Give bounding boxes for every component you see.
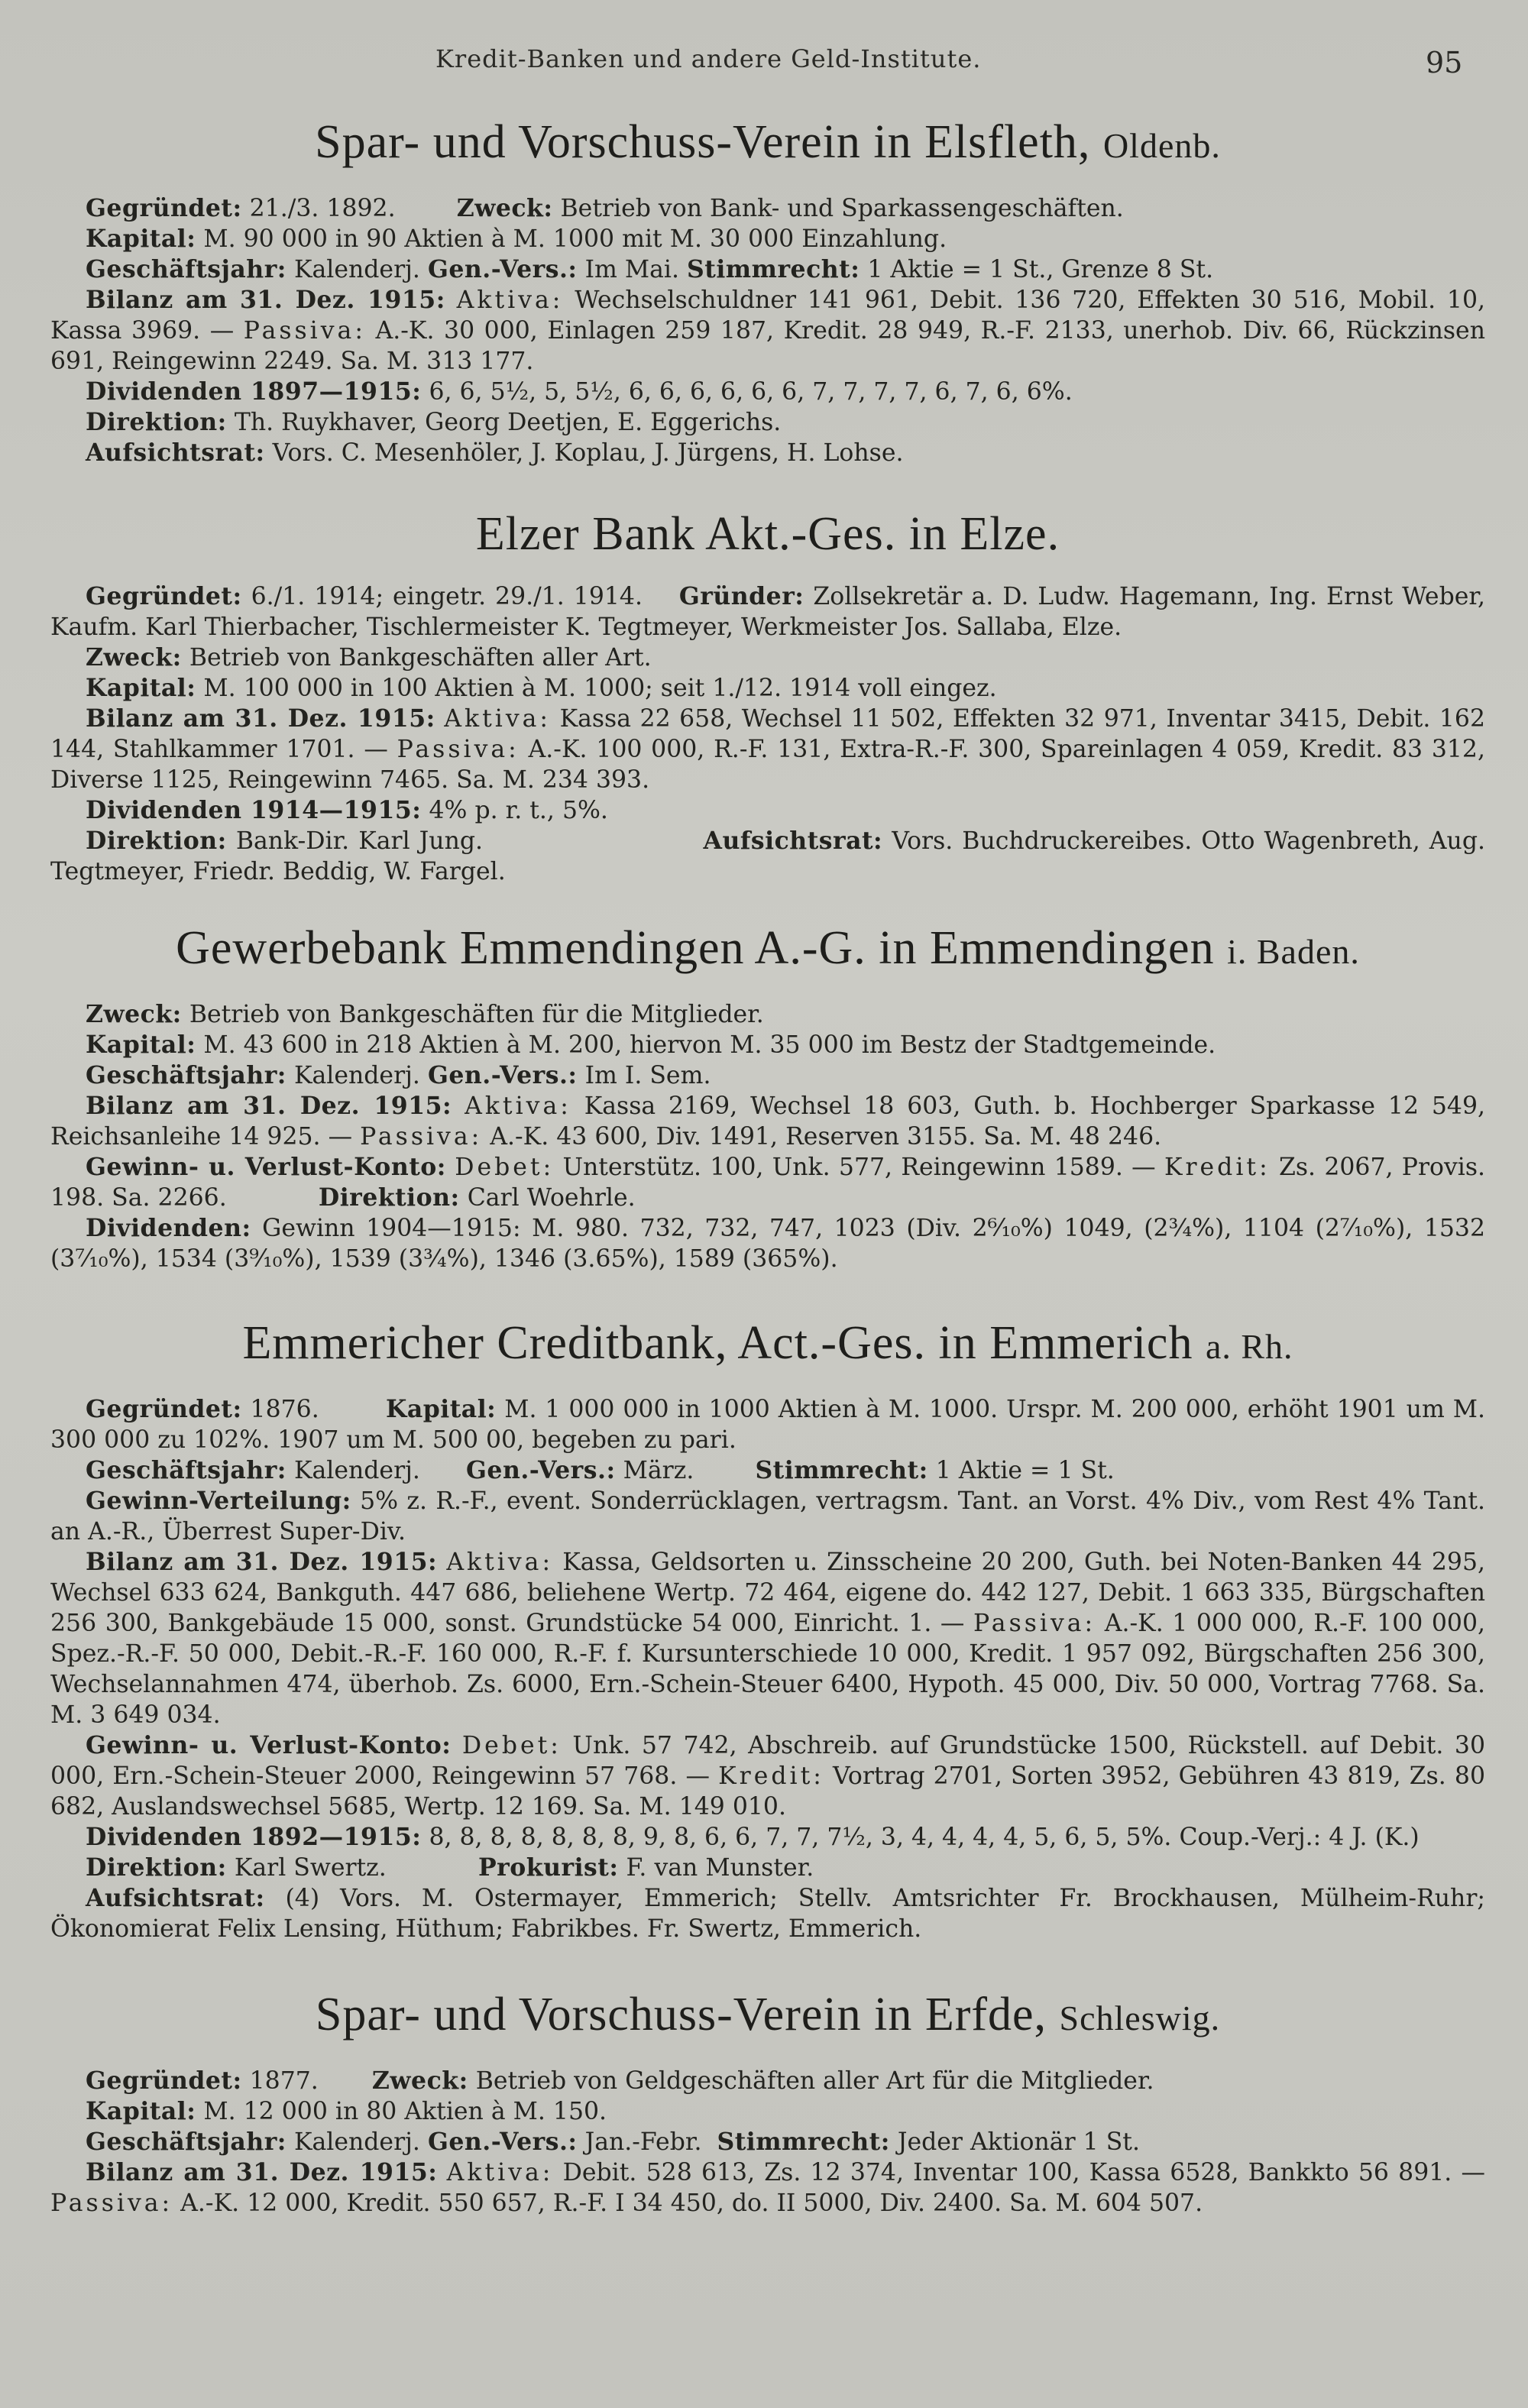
paragraph-balance <box>50 2157 1485 2219</box>
value-voting-right: 1 Aktie = 1 St. <box>935 1457 1115 1484</box>
value-founded: 1876. <box>250 1396 319 1423</box>
label-founded: Gegründet: <box>86 582 242 610</box>
entry-title <box>50 1316 1485 1374</box>
label-liabilities: Passiva: <box>397 736 520 763</box>
label-dividends: Dividenden 1914—1915: <box>86 796 422 824</box>
label-board: Direktion: <box>86 1853 227 1882</box>
label-balance: Bilanz am 31. Dez. 1915: <box>86 1092 452 1120</box>
label-assets: Aktiva: <box>446 2159 554 2186</box>
entry-title <box>50 921 1485 979</box>
entry-title: Elzer Bank Akt.-Ges. in Elze. <box>475 508 1060 560</box>
paragraph-board <box>50 407 1485 438</box>
paragraph-fiscal <box>50 2127 1485 2157</box>
entry-title-location: i. Baden. <box>1227 932 1360 971</box>
value-supervisory: Vors. Buchdruckereibes. Otto Wagenbreth, Aug. Tegtmeyer, Friedr. Beddig, W. Fargel. <box>50 827 1486 885</box>
value-assets: Kassa 2169, Wechsel 18 603, Guth. b. Hochberger Sparkasse 12 549, Reichsanleihe 14 925. — <box>50 1092 1486 1151</box>
entry-title-name: Emmericher Creditbank, Act.-Ges. in Emmerich <box>242 1317 1193 1369</box>
label-profit-loss: Gewinn- u. Verlust-Konto: <box>86 1731 452 1759</box>
text-block <box>50 115 1485 2219</box>
value-debit: Unk. 57 742, Abschreib. auf Grundstücke 1500, Rückstell. auf Debit. 30 000, Ern.-Schein-Steuer 2000, Reingewinn 57 768. — <box>50 1732 1485 1790</box>
entry-emmendingen <box>50 921 1485 1274</box>
paragraph-supervisory <box>50 438 1485 468</box>
label-capital: Kapital: <box>86 674 196 702</box>
entry-title <box>50 115 1485 173</box>
label-founded: Gegründet: <box>86 1395 242 1423</box>
paragraph-capital <box>50 2096 1485 2127</box>
label-liabilities: Passiva: <box>243 317 366 345</box>
value-credit: Vortrag 2701, Sorten 3952, Gebühren 43 819, Zs. 80 682, Auslandswechsel 5685, Wertp. 12 169. Sa. M. 149 010. <box>50 1762 1486 1821</box>
spacer <box>50 1274 1485 1316</box>
value-assets: Kassa, Geldsorten u. Zinsscheine 20 200, Guth. bei Noten-Banken 44 295, Wechsel 633 624, Bankguth. 447 686, beliehene Wertp. 72 464, eigene do. 442 127, Debit. 1 663 335, Bürgschaften 256 300, Bankgebäude 15 000, sonst. Grundstücke 54 000, Einricht. 1. — <box>50 1549 1485 1637</box>
paragraph-capital <box>50 673 1485 704</box>
entry-title-location: Oldenb. <box>1102 126 1221 165</box>
entry-elze <box>50 507 1485 887</box>
label-general-meeting: Gen.-Vers.: <box>427 1061 578 1089</box>
label-dividends: Dividenden 1897—1915: <box>86 377 422 406</box>
paragraph-founding <box>50 2066 1485 2096</box>
label-capital: Kapital: <box>86 2097 196 2125</box>
label-founded: Gegründet: <box>86 2067 242 2095</box>
value-board: Karl Swertz. <box>234 1854 387 1882</box>
value-founded: 1877. <box>249 2067 319 2095</box>
label-voting-right: Stimmrecht: <box>687 255 860 283</box>
value-procurist: F. van Munster. <box>626 1854 814 1882</box>
value-general-meeting: Jan.-Febr. <box>584 2128 702 2156</box>
value-capital: M. 1 000 000 in 1000 Aktien à M. 1000. Urspr. M. 200 000, erhöht 1901 um M. 300 000 zu 102%. 1907 um M. 500 00, begeben zu pari. <box>50 1396 1485 1454</box>
paragraph-dividends <box>50 377 1485 407</box>
label-procurist: Prokurist: <box>478 1853 619 1882</box>
label-fiscal-year: Geschäftsjahr: <box>86 1061 286 1089</box>
paragraph-balance <box>50 285 1485 377</box>
spacer <box>50 887 1485 921</box>
label-assets: Aktiva: <box>446 1549 554 1576</box>
value-voting-right: Jeder Aktionär 1 St. <box>897 2128 1140 2156</box>
value-purpose: Betrieb von Geldgeschäften aller Art für die Mitglieder. <box>475 2067 1154 2095</box>
value-dividends: 6, 6, 5½, 5, 5½, 6, 6, 6, 6, 6, 6, 7, 7, 7, 7, 6, 7, 6, 6%. <box>429 378 1073 406</box>
value-general-meeting: März. <box>623 1457 694 1484</box>
label-debit: Debet: <box>461 1732 562 1759</box>
value-supervisory: (4) Vors. M. Ostermayer, Emmerich; Stellv. Amtsrichter Fr. Brockhausen, Mülheim-Ruhr; Ökonomierat Felix Lensing, Hüthum; Fabrikbes. Fr. Swertz, Emmerich. <box>50 1885 1485 1943</box>
paragraph-balance <box>50 1091 1485 1152</box>
value-liabilities: A.-K. 30 000, Einlagen 259 187, Kredit. 28 949, R.-F. 2133, unerhob. Div. 66, Rückzinsen 691, Reingewinn 2249. Sa. M. 313 177. <box>50 317 1485 375</box>
label-capital: Kapital: <box>86 1031 196 1059</box>
paragraph-purpose <box>50 999 1485 1030</box>
paragraph-balance <box>50 704 1485 795</box>
label-purpose: Zweck: <box>371 2067 468 2095</box>
label-fiscal-year: Geschäftsjahr: <box>86 255 286 283</box>
value-dividends: Gewinn 1904—1915: M. 980. 732, 732, 747, 1023 (Div. 2⁶⁄₁₀%) 1049, (2¾%), 1104 (2⁷⁄₁₀%), 1532 (3⁷⁄₁₀%), 1534 (3⁹⁄₁₀%), 1539 (3¾%), 1346 (3.65%), 1589 (365%). <box>50 1215 1485 1273</box>
entry-erfde <box>50 1987 1485 2219</box>
paragraph-fiscal <box>50 254 1485 285</box>
value-credit: Zs. 2067, Provis. 198. Sa. 2266. <box>50 1154 1486 1212</box>
label-board: Direktion: <box>86 408 227 436</box>
label-fiscal-year: Geschäftsjahr: <box>86 1456 286 1484</box>
label-credit: Kredit: <box>1164 1154 1271 1181</box>
entry-elsfleth <box>50 115 1485 468</box>
entry-title-location: Schleswig. <box>1059 1999 1221 2037</box>
value-capital: M. 43 600 in 218 Aktien à M. 200, hiervon M. 35 000 im Bestz der Stadtgemeinde. <box>203 1031 1216 1059</box>
value-liabilities: A.-K. 12 000, Kredit. 550 657, R.-F. I 34 450, do. II 5000, Div. 2400. Sa. M. 604 507. <box>180 2190 1203 2217</box>
label-balance: Bilanz am 31. Dez. 1915: <box>86 286 445 314</box>
label-founders: Gründer: <box>678 582 804 610</box>
label-purpose: Zweck: <box>86 643 182 672</box>
paragraph-profit-loss <box>50 1152 1485 1213</box>
page-number: 95 <box>1426 46 1463 79</box>
label-general-meeting: Gen.-Vers.: <box>466 1456 616 1484</box>
value-liabilities: A.-K. 100 000, R.-F. 131, Extra-R.-F. 300, Spareinlagen 4 059, Kredit. 83 312, Diverse 1125, Reingewinn 7465. Sa. M. 234 393. <box>50 736 1485 794</box>
label-liabilities: Passiva: <box>360 1123 483 1151</box>
label-dividends: Dividenden: <box>86 1214 251 1242</box>
label-profit-distribution: Gewinn-Verteilung: <box>86 1487 351 1515</box>
label-supervisory: Aufsichtsrat: <box>86 1884 265 1912</box>
value-assets: Kassa 22 658, Wechsel 11 502, Effekten 32 971, Inventar 3415, Debit. 162 144, Stahlkammer 1701. — <box>50 705 1486 763</box>
value-board: Th. Ruykhaver, Georg Deetjen, E. Eggerichs. <box>234 409 782 436</box>
entry-emmerich <box>50 1316 1485 1944</box>
label-capital: Kapital: <box>385 1395 497 1423</box>
paragraph-founding <box>50 581 1485 642</box>
label-general-meeting: Gen.-Vers.: <box>427 255 578 283</box>
paragraph-founding <box>50 1394 1485 1455</box>
value-purpose: Betrieb von Bankgeschäften aller Art. <box>189 644 652 672</box>
label-liabilities: Passiva: <box>50 2190 173 2217</box>
label-founded: Gegründet: <box>86 194 242 222</box>
label-purpose: Zweck: <box>86 1000 182 1028</box>
paragraph-dividends <box>50 1822 1485 1853</box>
value-dividends: 4% p. r. t., 5%. <box>429 797 608 824</box>
paragraph-profit-loss <box>50 1730 1485 1822</box>
label-purpose: Zweck: <box>456 194 553 222</box>
label-assets: Aktiva: <box>444 705 552 733</box>
value-founders: Zollsekretär a. D. Ludw. Hagemann, Ing. Ernst Weber, Kaufm. Karl Thierbacher, Tischlermeister K. Tegtmeyer, Werkmeister Jos. Sallaba, Elze. <box>50 583 1485 641</box>
label-balance: Bilanz am 31. Dez. 1915: <box>86 1548 438 1576</box>
value-purpose: Betrieb von Bankgeschäften für die Mitglieder. <box>189 1001 764 1028</box>
spacer <box>50 1944 1485 1987</box>
paragraph-balance <box>50 1547 1485 1730</box>
label-balance: Bilanz am 31. Dez. 1915: <box>86 704 435 733</box>
value-debit: Unterstütz. 100, Unk. 577, Reingewinn 1589. — <box>562 1154 1156 1181</box>
value-board: Carl Woehrle. <box>467 1184 636 1212</box>
value-purpose: Betrieb von Bank- und Sparkassengeschäften. <box>560 195 1124 222</box>
label-assets: Aktiva: <box>456 286 564 314</box>
value-assets: Debit. 528 613, Zs. 12 374, Inventar 100, Kassa 6528, Bankkto 56 891. — <box>562 2159 1485 2186</box>
label-liabilities: Passiva: <box>973 1610 1096 1637</box>
label-general-meeting: Gen.-Vers.: <box>427 2128 578 2156</box>
value-profit-distribution: 5% z. R.-F., event. Sonderrücklagen, vertragsm. Tant. an Vorst. 4% Div., vom Rest 4% Tant. an A.-R., Überrest Super-Div. <box>50 1487 1485 1545</box>
paragraph-capital <box>50 224 1485 254</box>
label-capital: Kapital: <box>86 225 196 253</box>
value-board: Bank-Dir. Karl Jung. <box>235 827 484 855</box>
value-capital: M. 100 000 in 100 Aktien à M. 1000; seit 1./12. 1914 voll eingez. <box>203 675 997 702</box>
paragraph-fiscal <box>50 1455 1485 1486</box>
label-debit: Debet: <box>455 1154 555 1181</box>
value-capital: M. 90 000 in 90 Aktien à M. 1000 mit M. 30 000 Einzahlung. <box>203 225 947 253</box>
value-capital: M. 12 000 in 80 Aktien à M. 150. <box>203 2098 607 2125</box>
value-general-meeting: Im Mai. <box>584 256 680 283</box>
value-fiscal-year: Kalenderj. <box>293 256 420 283</box>
label-board: Direktion: <box>86 827 227 855</box>
paragraph-purpose <box>50 642 1485 673</box>
value-dividends: 8, 8, 8, 8, 8, 8, 8, 9, 8, 6, 6, 7, 7, 7½, 3, 4, 4, 4, 4, 5, 6, 5, 5%. Coup.-Verj.: 4 J. (K.) <box>429 1824 1420 1851</box>
paragraph-profit-distribution <box>50 1486 1485 1547</box>
label-assets: Aktiva: <box>465 1092 571 1120</box>
label-balance: Bilanz am 31. Dez. 1915: <box>86 2158 438 2186</box>
paragraph-supervisory <box>50 1883 1485 1944</box>
entry-title-location: a. Rh. <box>1205 1327 1293 1366</box>
paragraph-dividends <box>50 1213 1485 1274</box>
value-founded: 21./3. 1892. <box>249 195 396 222</box>
value-supervisory: Vors. C. Mesenhöler, J. Koplau, J. Jürgens, H. Lohse. <box>272 439 904 467</box>
value-fiscal-year: Kalenderj. <box>293 2128 420 2156</box>
label-fiscal-year: Geschäftsjahr: <box>86 2128 286 2156</box>
value-liabilities: A.-K. 1 000 000, R.-F. 100 000, Spez.-R.-F. 50 000, Debit.-R.-F. 160 000, R.-F. f. Kursunterschiede 10 000, Kredit. 1 957 092, Bürgschaften 256 300, Wechselannahmen 474, überhob. Zs. 6000, Ern.-Schein-Steuer 6400, Hypoth. 45 000, Div. 50 000, Vortrag 7768. Sa. M. 3 649 034. <box>50 1610 1486 1729</box>
label-supervisory: Aufsichtsrat: <box>703 827 883 855</box>
value-fiscal-year: Kalenderj. <box>293 1457 420 1484</box>
label-board: Direktion: <box>318 1183 460 1212</box>
value-fiscal-year: Kalenderj. <box>293 1062 420 1089</box>
paragraph-board <box>50 1853 1485 1883</box>
value-assets: Wechselschuldner 141 961, Debit. 136 720, Effekten 30 516, Mobil. 10, Kassa 3969. — <box>50 286 1486 345</box>
label-credit: Kredit: <box>718 1762 824 1790</box>
entry-title-name: Spar- und Vorschuss-Verein in Elsfleth, <box>315 116 1091 168</box>
paragraph-dividends <box>50 795 1485 826</box>
entry-title-name: Spar- und Vorschuss-Verein in Erfde, <box>315 1989 1047 2041</box>
paragraph-founding <box>50 193 1485 224</box>
label-supervisory: Aufsichtsrat: <box>86 439 265 467</box>
paragraph-fiscal <box>50 1060 1485 1091</box>
label-dividends: Dividenden 1892—1915: <box>86 1823 422 1851</box>
value-general-meeting: Im I. Sem. <box>584 1062 711 1089</box>
label-profit-loss: Gewinn- u. Verlust-Konto: <box>86 1153 446 1181</box>
spacer <box>50 468 1485 507</box>
paragraph-capital <box>50 1030 1485 1060</box>
value-liabilities: A.-K. 43 600, Div. 1491, Reserven 3155. Sa. M. 48 246. <box>490 1123 1162 1151</box>
entry-title-name: Gewerbebank Emmendingen A.-G. in Emmendingen <box>176 922 1215 974</box>
value-founded: 6./1. 1914; eingetr. 29./1. 1914. <box>251 583 643 610</box>
paragraph-board <box>50 826 1485 887</box>
value-voting-right: 1 Aktie = 1 St., Grenze 8 St. <box>867 256 1214 283</box>
label-voting-right: Stimmrecht: <box>717 2128 890 2156</box>
running-head: Kredit-Banken und andere Geld-Institute. <box>435 44 982 73</box>
label-voting-right: Stimmrecht: <box>755 1456 928 1484</box>
entry-title <box>50 1987 1485 2046</box>
